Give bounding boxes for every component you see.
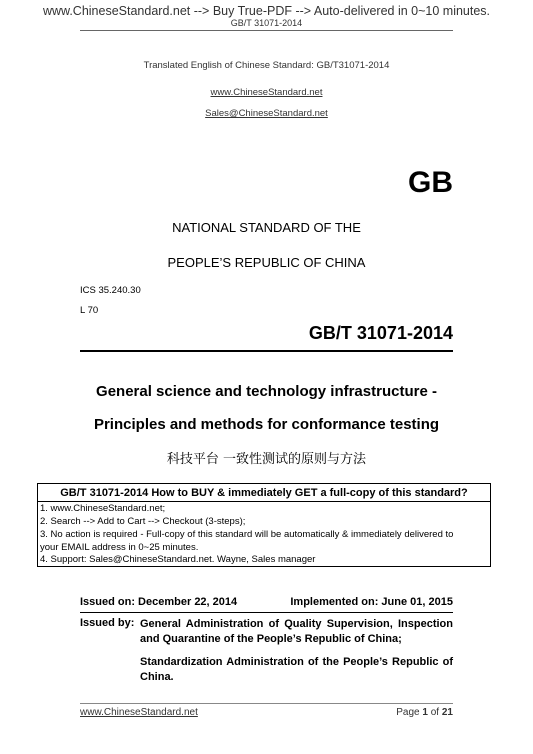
purchase-box-divider — [38, 501, 490, 502]
page-label: Page — [396, 707, 423, 718]
website-link[interactable]: www.ChineseStandard.net — [210, 87, 323, 98]
email-link[interactable]: Sales@ChineseStandard.net — [205, 108, 328, 119]
issuer-2: Standardization Administration of the People’s Republic of China. — [140, 656, 453, 683]
ccs-code: L 70 — [80, 305, 99, 316]
website-link-row — [0, 82, 533, 100]
purchase-step-1[interactable]: 1. www.ChineseStandard.net; — [40, 503, 166, 514]
issued-on: Issued on: December 22, 2014 — [80, 596, 238, 608]
banner-text[interactable]: www.ChineseStandard.net --> Buy True-PDF --> Auto-delivered in 0~10 minutes. — [42, 4, 491, 18]
footer-website-link[interactable]: www.ChineseStandard.net — [80, 707, 198, 718]
email-link-row — [0, 103, 533, 121]
page-current: 1 — [422, 707, 428, 718]
national-standard-line2: PEOPLE’S REPUBLIC OF CHINA — [167, 255, 366, 270]
purchase-box — [37, 483, 491, 567]
chinese-title: 科技平台 一致性测试的原则与方法 — [166, 452, 367, 467]
gb-logo: GB — [408, 166, 453, 199]
title-line2: Principles and methods for conformance testing — [93, 416, 440, 433]
page-of: of — [427, 707, 442, 718]
header-standard-code: GB/T 31071-2014 — [230, 18, 303, 28]
purchase-box-title: GB/T 31071-2014 How to BUY & immediately GET a full-copy of this standard? — [60, 487, 468, 499]
implemented-on: Implemented on: June 01, 2015 — [290, 596, 453, 608]
translation-note: Translated English of Chinese Standard: GB/T31071-2014 — [143, 60, 390, 71]
header-rule — [80, 30, 453, 31]
page-number — [396, 707, 453, 718]
issued-by-label: Issued by: — [80, 617, 135, 629]
standard-code-rule — [80, 350, 453, 352]
purchase-step-3-cont: your EMAIL address in 0~25 minutes. — [40, 542, 199, 553]
standard-code: GB/T 31071-2014 — [308, 323, 453, 343]
issuance-rule — [80, 612, 453, 613]
footer-rule — [80, 703, 453, 704]
issuer-1: General Administration of Quality Supervision, Inspection and Quarantine of the People’s Republic of China; — [140, 618, 453, 645]
purchase-step-2: 2. Search --> Add to Cart --> Checkout (3-steps); — [40, 516, 246, 527]
purchase-step-4: 4. Support: Sales@ChineseStandard.net. Wayne, Sales manager — [40, 554, 316, 565]
title-line1: General science and technology infrastructure - — [96, 383, 437, 400]
national-standard-line1: NATIONAL STANDARD OF THE — [172, 220, 361, 235]
page-total: 21 — [441, 707, 453, 718]
purchase-step-3: 3. No action is required - Full-copy of this standard will be automatically & immediately delivered to — [40, 529, 454, 540]
ics-code: ICS 35.240.30 — [80, 285, 141, 296]
